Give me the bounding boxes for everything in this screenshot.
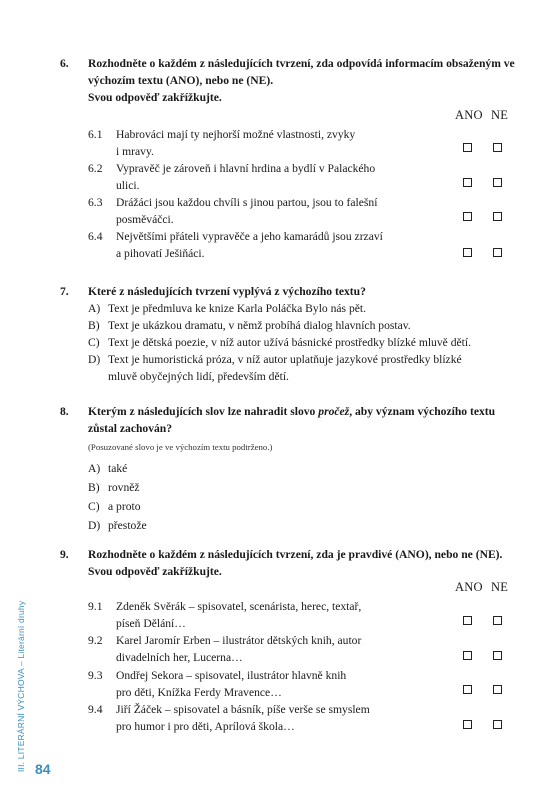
option-8-b[interactable]	[88, 479, 528, 496]
question-8-heading	[60, 403, 525, 437]
option-text: Text je humoristická próza, v níž autor uplatňuje jazykové prostředky blízké mluvě obyčejných lidí, především dětí.	[108, 353, 462, 383]
option-text: Text je dětská poezie, v níž autor užívá básnické prostředky blízké mluvě dětí.	[108, 336, 471, 349]
statement-text: Jiří Žáček – spisovatel a básník, píše verše se smyslem pro humor i pro děti, Aprílová škola…	[116, 703, 370, 733]
checkbox-9-3-ne[interactable]	[493, 685, 502, 694]
question-7	[60, 283, 525, 300]
option-text: Text je ukázkou dramatu, v němž probíhá dialog hlavních postav.	[108, 319, 411, 332]
statement-number: 9.4	[88, 703, 103, 716]
question-6-heading	[60, 55, 525, 106]
question-7-heading	[60, 283, 525, 300]
option-text: rovněž	[108, 481, 140, 494]
option-letter: C)	[88, 500, 100, 513]
checkbox-6-4-ne[interactable]	[493, 248, 502, 257]
statement-text: Drážáci jsou každou chvíli s jinou partou, jsou to falešní posměváčci.	[116, 196, 378, 226]
question-prompt: Rozhodněte o každém z následujících tvrzení, zda odpovídá informacím obsaženým ve výchozím textu (ANO), nebo ne (NE).	[88, 57, 515, 87]
checkbox-6-1-ano[interactable]	[463, 143, 472, 152]
highlighted-word: pročež	[318, 405, 350, 418]
checkbox-6-2-ne[interactable]	[493, 178, 502, 187]
checkbox-9-3-ano[interactable]	[463, 685, 472, 694]
statement-number: 6.2	[88, 162, 103, 175]
column-no: NE	[491, 108, 509, 122]
statement-text: Vypravěč je zároveň i hlavní hrdina a bydlí v Palackého ulici.	[116, 162, 376, 192]
option-letter: A)	[88, 302, 101, 315]
question-prompt: Rozhodněte o každém z následujících tvrzení, zda je pravdivé (ANO), nebo ne (NE). Svou odpověď zakřížkujte.	[88, 548, 503, 578]
statement-number: 9.1	[88, 600, 103, 613]
option-letter: A)	[88, 462, 101, 475]
option-7-c[interactable]	[88, 334, 528, 351]
answer-column-header	[455, 580, 508, 595]
question-6	[60, 55, 525, 106]
option-7-d[interactable]	[88, 351, 528, 385]
option-text: Text je předmluva ke knize Karla Poláčka Bylo nás pět.	[108, 302, 367, 315]
checkbox-9-4-ano[interactable]	[463, 720, 472, 729]
option-text: přestože	[108, 519, 147, 532]
checkbox-6-2-ano[interactable]	[463, 178, 472, 187]
statement-number: 6.3	[88, 196, 103, 209]
question-prompt: Které z následujících tvrzení vyplývá z výchozího textu?	[88, 285, 366, 298]
checkbox-9-2-ano[interactable]	[463, 651, 472, 660]
question-prompt: Kterým z následujících slov lze nahradit slovo pročež, aby význam výchozího textu zůstal zachován?	[88, 405, 496, 435]
option-8-d[interactable]	[88, 517, 528, 534]
column-yes: ANO	[455, 108, 483, 122]
statement-text: Ondřej Sekora – spisovatel, ilustrátor hlavně knih pro děti, Knížka Ferdy Mravence…	[116, 669, 347, 699]
statement-number: 6.4	[88, 230, 103, 243]
statement-text: Habrováci mají ty nejhorší možné vlastnosti, zvyky i mravy.	[116, 128, 356, 158]
statement-number: 9.2	[88, 634, 103, 647]
option-letter: C)	[88, 336, 100, 349]
option-text: také	[108, 462, 128, 475]
statement-number: 9.3	[88, 669, 103, 682]
question-number: 7.	[60, 285, 69, 298]
option-letter: B)	[88, 481, 100, 494]
question-8-note: (Posuzované slovo je ve výchozím textu podtrženo.)	[88, 442, 273, 452]
statement-number: 6.1	[88, 128, 103, 141]
statement-text: Zdeněk Svěrák – spisovatel, scenárista, herec, textař, píseň Dělání…	[116, 600, 362, 630]
page-number: 84	[35, 761, 51, 777]
checkbox-6-3-ne[interactable]	[493, 212, 502, 221]
option-7-b[interactable]	[88, 317, 528, 334]
option-letter: D)	[88, 353, 101, 366]
option-letter: B)	[88, 319, 100, 332]
column-yes: ANO	[455, 580, 483, 594]
answer-column-header	[455, 108, 508, 123]
option-8-a[interactable]	[88, 460, 528, 477]
option-7-a[interactable]	[88, 300, 528, 317]
checkbox-9-1-ne[interactable]	[493, 616, 502, 625]
checkbox-9-4-ne[interactable]	[493, 720, 502, 729]
checkbox-6-3-ano[interactable]	[463, 212, 472, 221]
option-8-c[interactable]	[88, 498, 528, 515]
chapter-side-label: III. LITERÁRNÍ VÝCHOVA – Literární druhy	[16, 600, 26, 772]
checkbox-9-1-ano[interactable]	[463, 616, 472, 625]
question-number: 8.	[60, 405, 69, 418]
question-9-heading	[60, 546, 525, 580]
statement-text: Největšími přáteli vypravěče a jeho kamarádů jsou zrzaví a pihovatí Ješiňáci.	[116, 230, 383, 260]
option-letter: D)	[88, 519, 101, 532]
question-instruction: Svou odpověď zakřížkujte.	[88, 91, 222, 104]
column-no: NE	[491, 580, 509, 594]
statement-text: Karel Jaromír Erben – ilustrátor dětských knih, autor divadelních her, Lucerna…	[116, 634, 362, 664]
checkbox-9-2-ne[interactable]	[493, 651, 502, 660]
question-number: 9.	[60, 548, 69, 561]
checkbox-6-4-ano[interactable]	[463, 248, 472, 257]
question-8	[60, 403, 525, 437]
question-number: 6.	[60, 57, 69, 70]
checkbox-6-1-ne[interactable]	[493, 143, 502, 152]
question-9	[60, 546, 525, 580]
option-text: a proto	[108, 500, 141, 513]
